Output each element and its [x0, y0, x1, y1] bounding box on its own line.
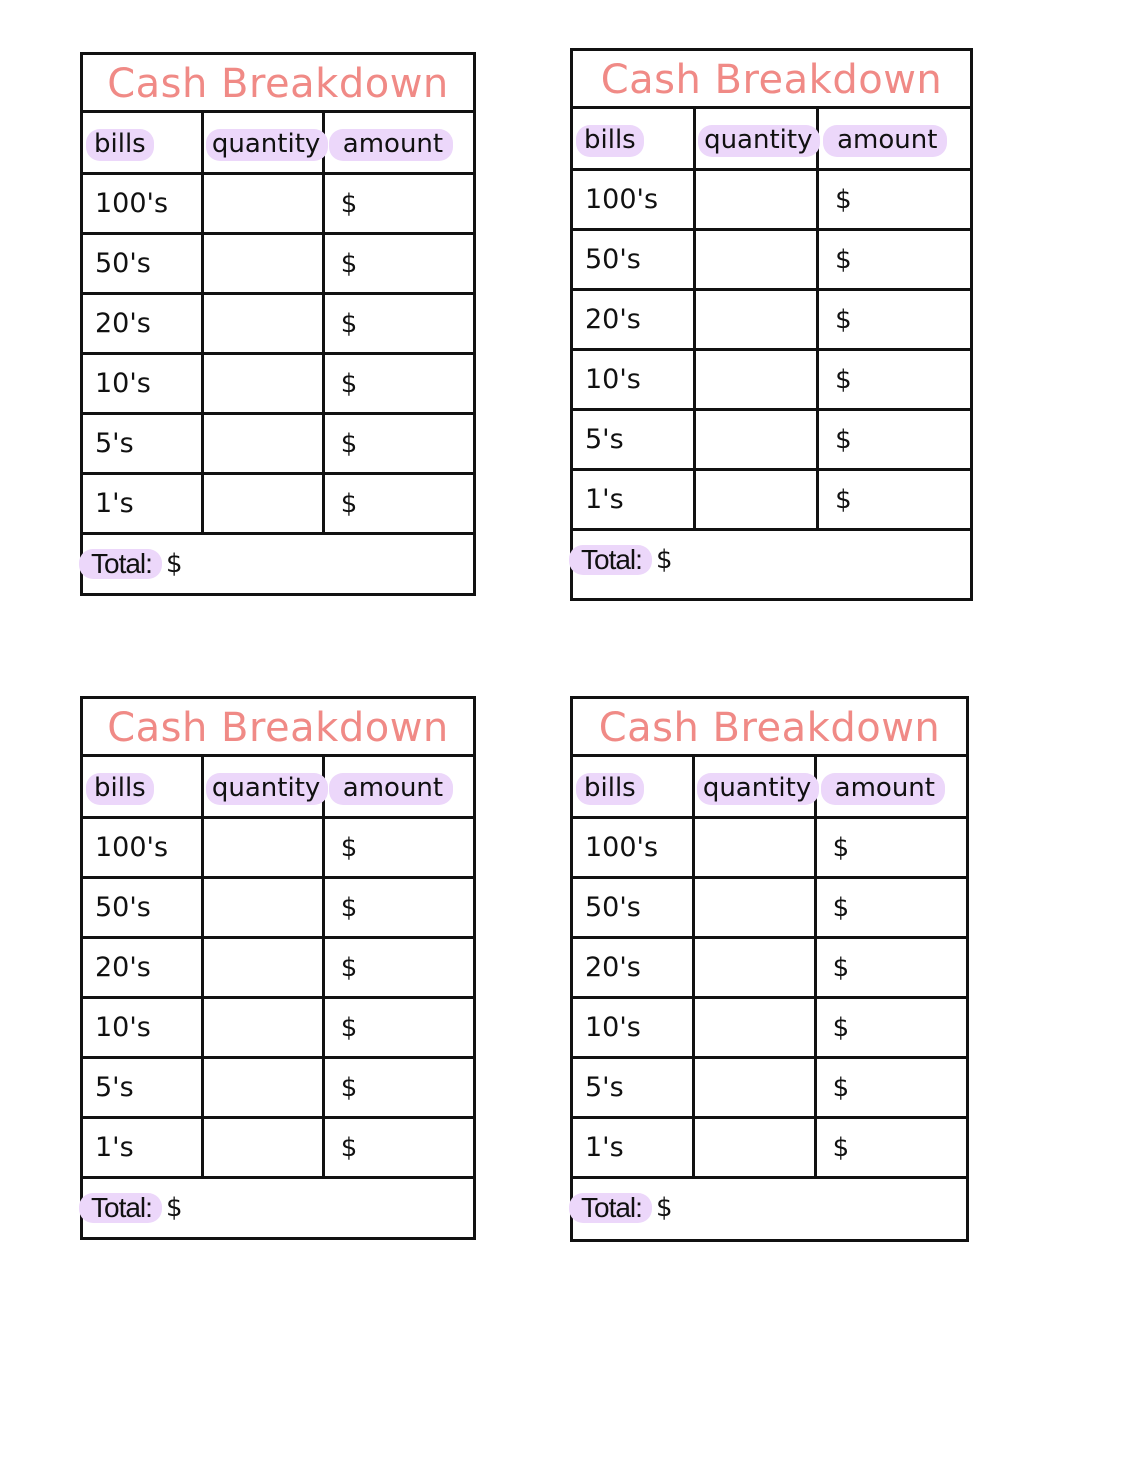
bill-label: 100's	[573, 171, 696, 228]
quantity-field[interactable]	[695, 999, 817, 1056]
amount-field[interactable]: $	[835, 484, 852, 515]
header-amount: amount	[821, 773, 945, 805]
quantity-field[interactable]	[204, 999, 325, 1056]
cash-breakdown-card-2	[570, 48, 973, 601]
header-quantity: quantity	[206, 773, 328, 805]
bill-label: 10's	[573, 351, 696, 408]
amount-field[interactable]: $	[832, 1072, 850, 1103]
amount-field[interactable]: $	[340, 1012, 358, 1043]
header-amount: amount	[329, 129, 453, 161]
amount-field[interactable]: $	[340, 188, 358, 219]
amount-field[interactable]: $	[832, 952, 850, 983]
total-row[interactable]	[573, 1179, 966, 1236]
bill-label: 20's	[83, 295, 204, 352]
quantity-field[interactable]	[204, 355, 325, 412]
table-row	[573, 291, 970, 351]
table-row	[573, 351, 970, 411]
table-row	[83, 235, 473, 295]
table-row	[573, 411, 970, 471]
bill-label: 20's	[573, 939, 695, 996]
amount-field[interactable]: $	[835, 424, 852, 455]
table-row	[573, 879, 966, 939]
table-row	[83, 939, 473, 999]
quantity-field[interactable]	[696, 231, 819, 288]
amount-field[interactable]: $	[835, 364, 852, 395]
quantity-field[interactable]	[695, 939, 817, 996]
total-label: Total:	[79, 1193, 162, 1223]
amount-field[interactable]: $	[832, 1132, 850, 1163]
bill-label: 1's	[83, 1119, 204, 1176]
quantity-field[interactable]	[204, 475, 325, 532]
header-bills: bills	[576, 125, 644, 157]
table-row	[83, 475, 473, 535]
header-amount: amount	[823, 125, 947, 157]
table-row	[83, 999, 473, 1059]
quantity-field[interactable]	[696, 411, 819, 468]
quantity-field[interactable]	[696, 291, 819, 348]
table-row	[573, 999, 966, 1059]
card-title: Cash Breakdown	[573, 51, 970, 109]
quantity-field[interactable]	[695, 1059, 817, 1116]
bill-label: 5's	[573, 411, 696, 468]
bill-label: 10's	[83, 355, 204, 412]
bill-label: 10's	[573, 999, 695, 1056]
amount-field[interactable]: $	[340, 248, 358, 279]
bill-label: 100's	[83, 175, 204, 232]
bill-label: 1's	[573, 1119, 695, 1176]
bill-label: 50's	[573, 879, 695, 936]
amount-field[interactable]: $	[835, 184, 852, 215]
quantity-field[interactable]	[695, 879, 817, 936]
quantity-field[interactable]	[696, 171, 819, 228]
header-quantity: quantity	[697, 773, 819, 805]
amount-field[interactable]: $	[340, 892, 358, 923]
table-row	[573, 819, 966, 879]
bill-label: 5's	[83, 415, 204, 472]
total-dollar: $	[655, 1192, 673, 1223]
quantity-field[interactable]	[204, 939, 325, 996]
table-row	[83, 1119, 473, 1179]
bill-label: 10's	[83, 999, 204, 1056]
total-dollar: $	[165, 1192, 183, 1223]
bill-label: 100's	[573, 819, 695, 876]
table-row	[573, 171, 970, 231]
quantity-field[interactable]	[204, 879, 325, 936]
table-row	[83, 819, 473, 879]
amount-field[interactable]: $	[832, 892, 850, 923]
header-quantity: quantity	[206, 129, 328, 161]
header-bills: bills	[86, 773, 154, 805]
bill-label: 50's	[573, 231, 696, 288]
table-row	[83, 355, 473, 415]
header-row	[83, 113, 473, 175]
table-row	[83, 415, 473, 475]
quantity-field[interactable]	[696, 351, 819, 408]
total-dollar: $	[165, 548, 183, 579]
bill-label: 1's	[573, 471, 696, 528]
amount-field[interactable]: $	[340, 952, 358, 983]
header-bills: bills	[576, 773, 644, 805]
table-row	[573, 1059, 966, 1119]
quantity-field[interactable]	[695, 819, 817, 876]
table-row	[573, 231, 970, 291]
table-row	[83, 879, 473, 939]
total-dollar: $	[655, 544, 673, 575]
header-bills: bills	[86, 129, 154, 161]
total-row[interactable]	[573, 531, 970, 588]
header-row	[83, 757, 473, 819]
table-row	[83, 175, 473, 235]
table-row	[573, 471, 970, 531]
amount-field[interactable]: $	[340, 428, 358, 459]
amount-field[interactable]: $	[340, 1132, 358, 1163]
header-quantity: quantity	[698, 125, 820, 157]
table-row	[573, 1119, 966, 1179]
quantity-field[interactable]	[204, 819, 325, 876]
card-title: Cash Breakdown	[573, 699, 966, 757]
header-amount: amount	[329, 773, 453, 805]
table-row	[83, 1059, 473, 1119]
amount-field[interactable]: $	[340, 1072, 358, 1103]
quantity-field[interactable]	[204, 235, 325, 292]
cash-breakdown-card-1	[80, 52, 476, 596]
cash-breakdown-card-3	[80, 696, 476, 1240]
bill-label: 5's	[573, 1059, 695, 1116]
amount-field[interactable]: $	[832, 832, 850, 863]
quantity-field[interactable]	[204, 1119, 325, 1176]
bill-label: 50's	[83, 235, 204, 292]
header-row	[573, 757, 966, 819]
amount-field[interactable]: $	[832, 1012, 850, 1043]
bill-label: 1's	[83, 475, 204, 532]
quantity-field[interactable]	[696, 471, 819, 528]
bill-label: 20's	[83, 939, 204, 996]
quantity-field[interactable]	[204, 175, 325, 232]
amount-field[interactable]: $	[340, 308, 358, 339]
quantity-field[interactable]	[695, 1119, 817, 1176]
cash-breakdown-card-4	[570, 696, 969, 1242]
table-row	[83, 295, 473, 355]
quantity-field[interactable]	[204, 1059, 325, 1116]
bill-label: 100's	[83, 819, 204, 876]
bill-label: 20's	[573, 291, 696, 348]
total-label: Total:	[79, 549, 162, 579]
card-title: Cash Breakdown	[83, 699, 473, 757]
total-label: Total:	[569, 1193, 652, 1223]
quantity-field[interactable]	[204, 415, 325, 472]
table-row	[573, 939, 966, 999]
amount-field[interactable]: $	[340, 488, 358, 519]
header-row	[573, 109, 970, 171]
total-row[interactable]	[83, 535, 473, 592]
total-row[interactable]	[83, 1179, 473, 1236]
amount-field[interactable]: $	[340, 832, 358, 863]
amount-field[interactable]: $	[835, 244, 852, 275]
quantity-field[interactable]	[204, 295, 325, 352]
total-label: Total:	[569, 545, 652, 575]
bill-label: 5's	[83, 1059, 204, 1116]
card-title: Cash Breakdown	[83, 55, 473, 113]
amount-field[interactable]: $	[835, 304, 852, 335]
bill-label: 50's	[83, 879, 204, 936]
amount-field[interactable]: $	[340, 368, 358, 399]
